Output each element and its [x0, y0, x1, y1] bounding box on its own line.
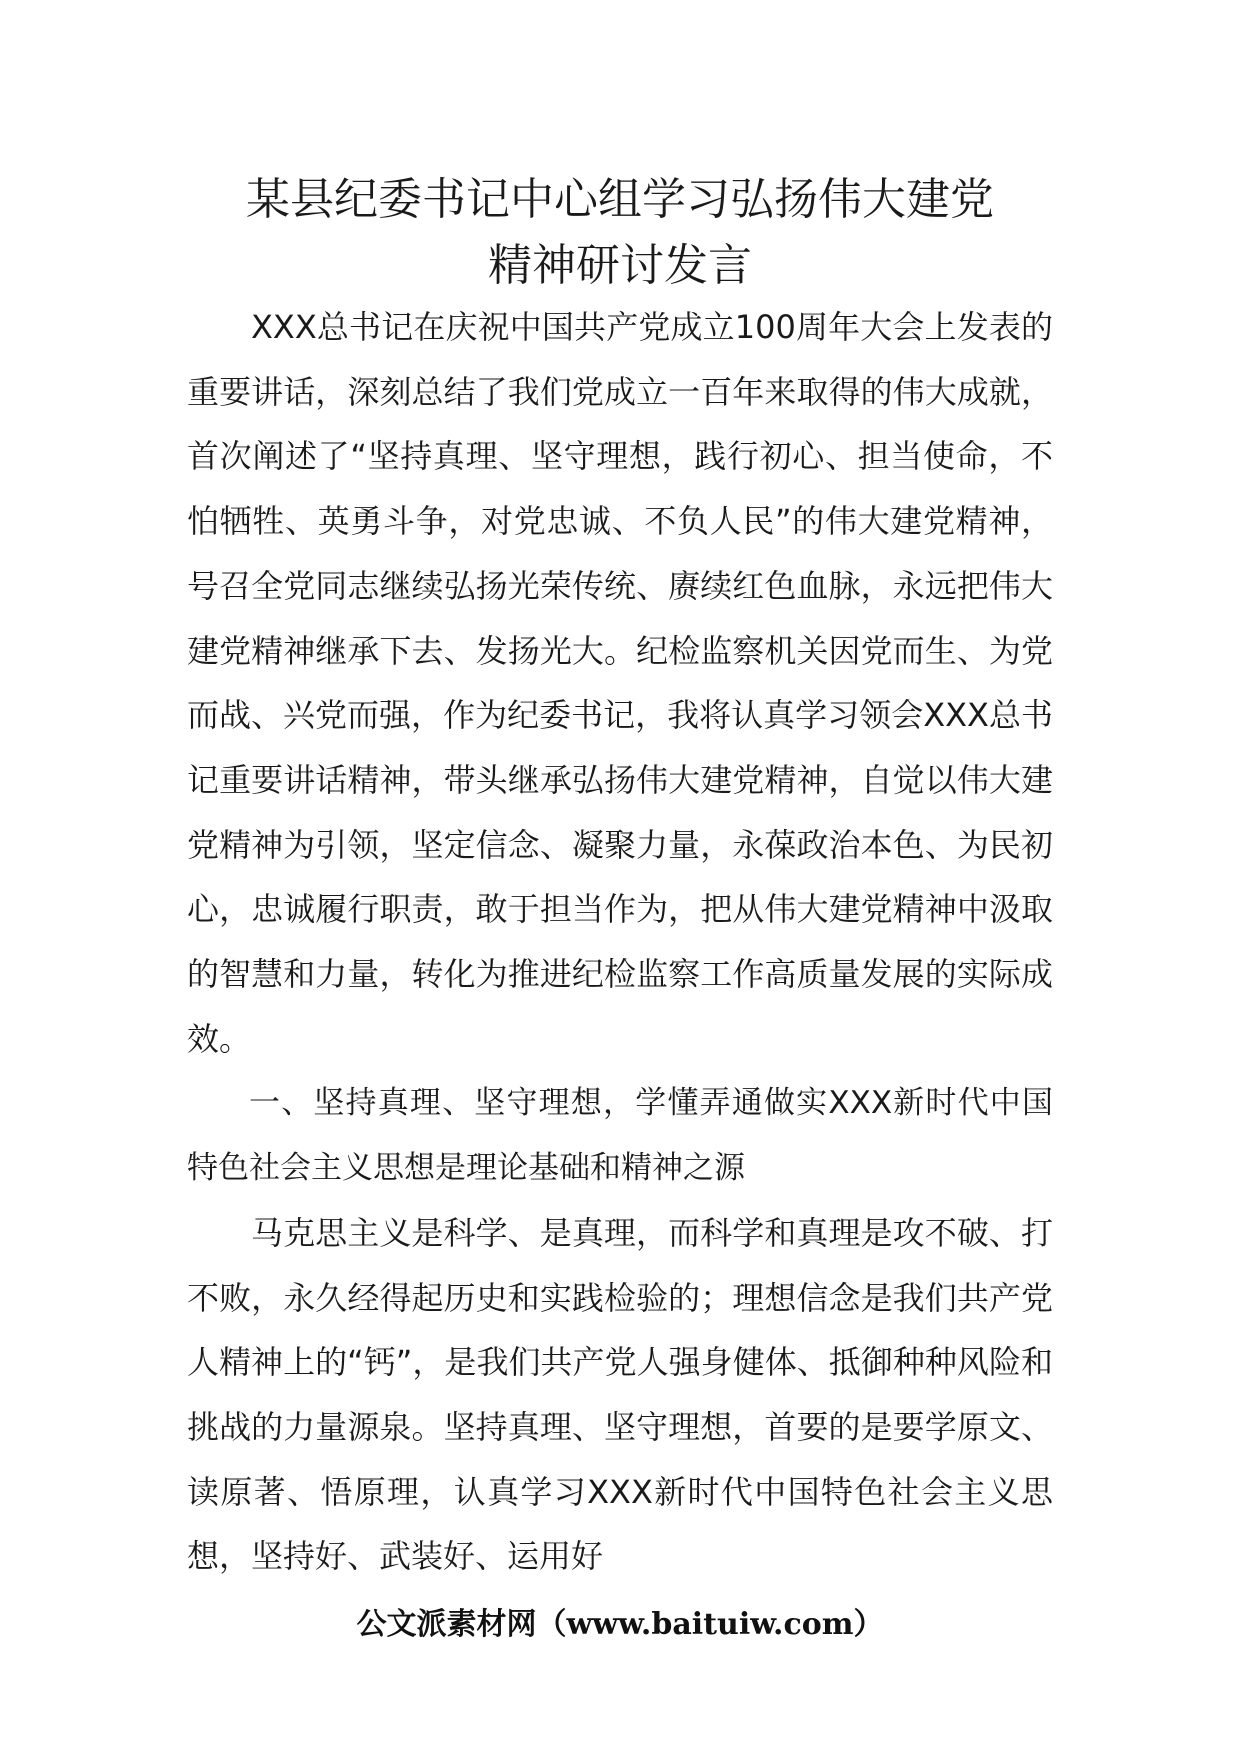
document-body — [187, 295, 1053, 1589]
body-paragraph-section-1: 马克思主义是科学、是真理，而科学和真理是攻不破、打不败，永久经得起历史和实践检验的；理想信念是我们共产党人精神上的“钙”，是我们共产党人强身健体、抵御种种风险和挑战的力量源泉。坚持真理、坚守理想，首要的是要学原文、读原著、悟原理，认真学习XXX新时代中国特色社会主义思想，坚持好、武装好、运用好 — [187, 1213, 1053, 1576]
document-title-line-1: 某县纪委书记中心组学习弘扬伟大建党 — [246, 174, 994, 225]
document-title-line-2: 精神研讨发言 — [488, 240, 752, 291]
body-paragraph-intro: XXX总书记在庆祝中国共产党成立100周年大会上发表的重要讲话，深刻总结了我们党成立一百年来取得的伟大成就，首次阐述了“坚持真理、坚守理想，践行初心、担当使命，不怕牺牲、英勇斗争，对党忠诚、不负人民”的伟大建党精神，号召全党同志继续弘扬光荣传统、赓续红色血脉，永远把伟大建党精神继承下去、发扬光大。纪检监察机关因党而生、为党而战、兴党而强，作为纪委书记，我将认真学习领会XXX总书记重要讲话精神，带头继承弘扬伟大建党精神，自觉以伟大建党精神为引领，坚定信念、凝聚力量，永葆政治本色、为民初心，忠诚履行职责，敢于担当作为，把从伟大建党精神中汲取的智慧和力量，转化为推进纪检监察工作高质量发展的实际成效。 — [187, 308, 1053, 1058]
footer-watermark: 公文派素材网（www.baituiw.com） — [356, 1607, 884, 1642]
section-heading-1: 一、坚持真理、坚守理想，学懂弄通做实XXX新时代中国特色社会主义思想是理论基础和精神之源 — [187, 1085, 1053, 1187]
